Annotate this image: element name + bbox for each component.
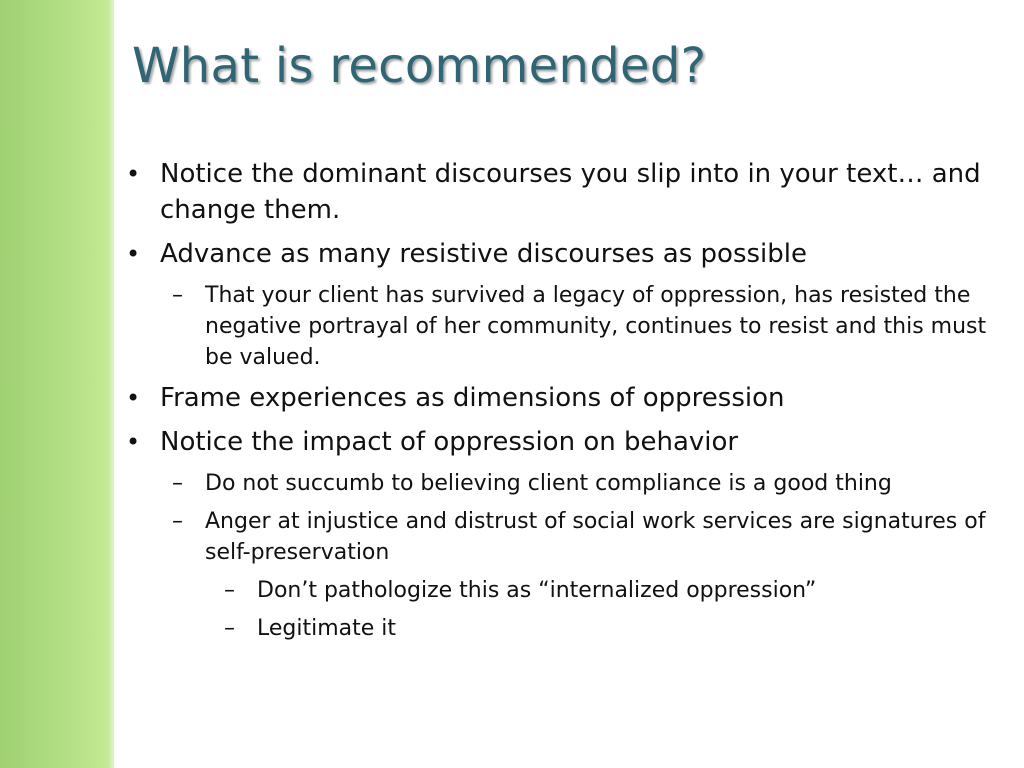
- sub-bullet-text: Do not succumb to believing client compliance is a good thing: [205, 471, 892, 496]
- sub-sub-bullet-text: Don’t pathologize this as “internalized oppression”: [257, 578, 817, 603]
- sub-sub-bullet-text: Legitimate it: [257, 616, 397, 641]
- bullet-item: [118, 424, 1003, 460]
- bullet-icon: •: [126, 240, 141, 268]
- bullet-icon: •: [126, 384, 141, 412]
- sub-sub-bullet-item: [118, 613, 1003, 644]
- bullet-text: Notice the impact of oppression on behavior: [160, 427, 739, 457]
- sub-sub-bullet-item: [118, 575, 1003, 606]
- dash-icon: –: [172, 471, 183, 496]
- dash-icon: –: [224, 616, 235, 641]
- sub-bullet-text: Anger at injustice and distrust of social work services are signatures of self-preservation: [205, 509, 986, 565]
- bullet-text: Frame experiences as dimensions of oppression: [160, 383, 785, 413]
- sub-bullet-item: [118, 468, 1003, 499]
- bullet-icon: •: [126, 160, 141, 188]
- bullet-text: Advance as many resistive discourses as possible: [160, 239, 808, 269]
- bullet-text: Notice the dominant discourses you slip into in your text… and change them.: [160, 159, 981, 225]
- bullet-item: [118, 156, 1003, 228]
- sub-bullet-item: [118, 280, 1003, 373]
- dash-icon: –: [172, 509, 183, 534]
- dash-icon: –: [224, 578, 235, 603]
- dash-icon: –: [172, 283, 183, 308]
- sub-bullet-text: That your client has survived a legacy of oppression, has resisted the negative portrayal of her community, continues to resist and this must be valued.: [205, 283, 987, 370]
- bullet-list: [118, 156, 1003, 651]
- bullet-icon: •: [126, 428, 141, 456]
- side-accent-band: [0, 0, 114, 768]
- bullet-item: [118, 380, 1003, 416]
- bullet-item: [118, 236, 1003, 272]
- side-band-edge: [108, 0, 114, 768]
- slide-title: What is recommended?: [132, 38, 707, 94]
- sub-bullet-item: [118, 506, 1003, 568]
